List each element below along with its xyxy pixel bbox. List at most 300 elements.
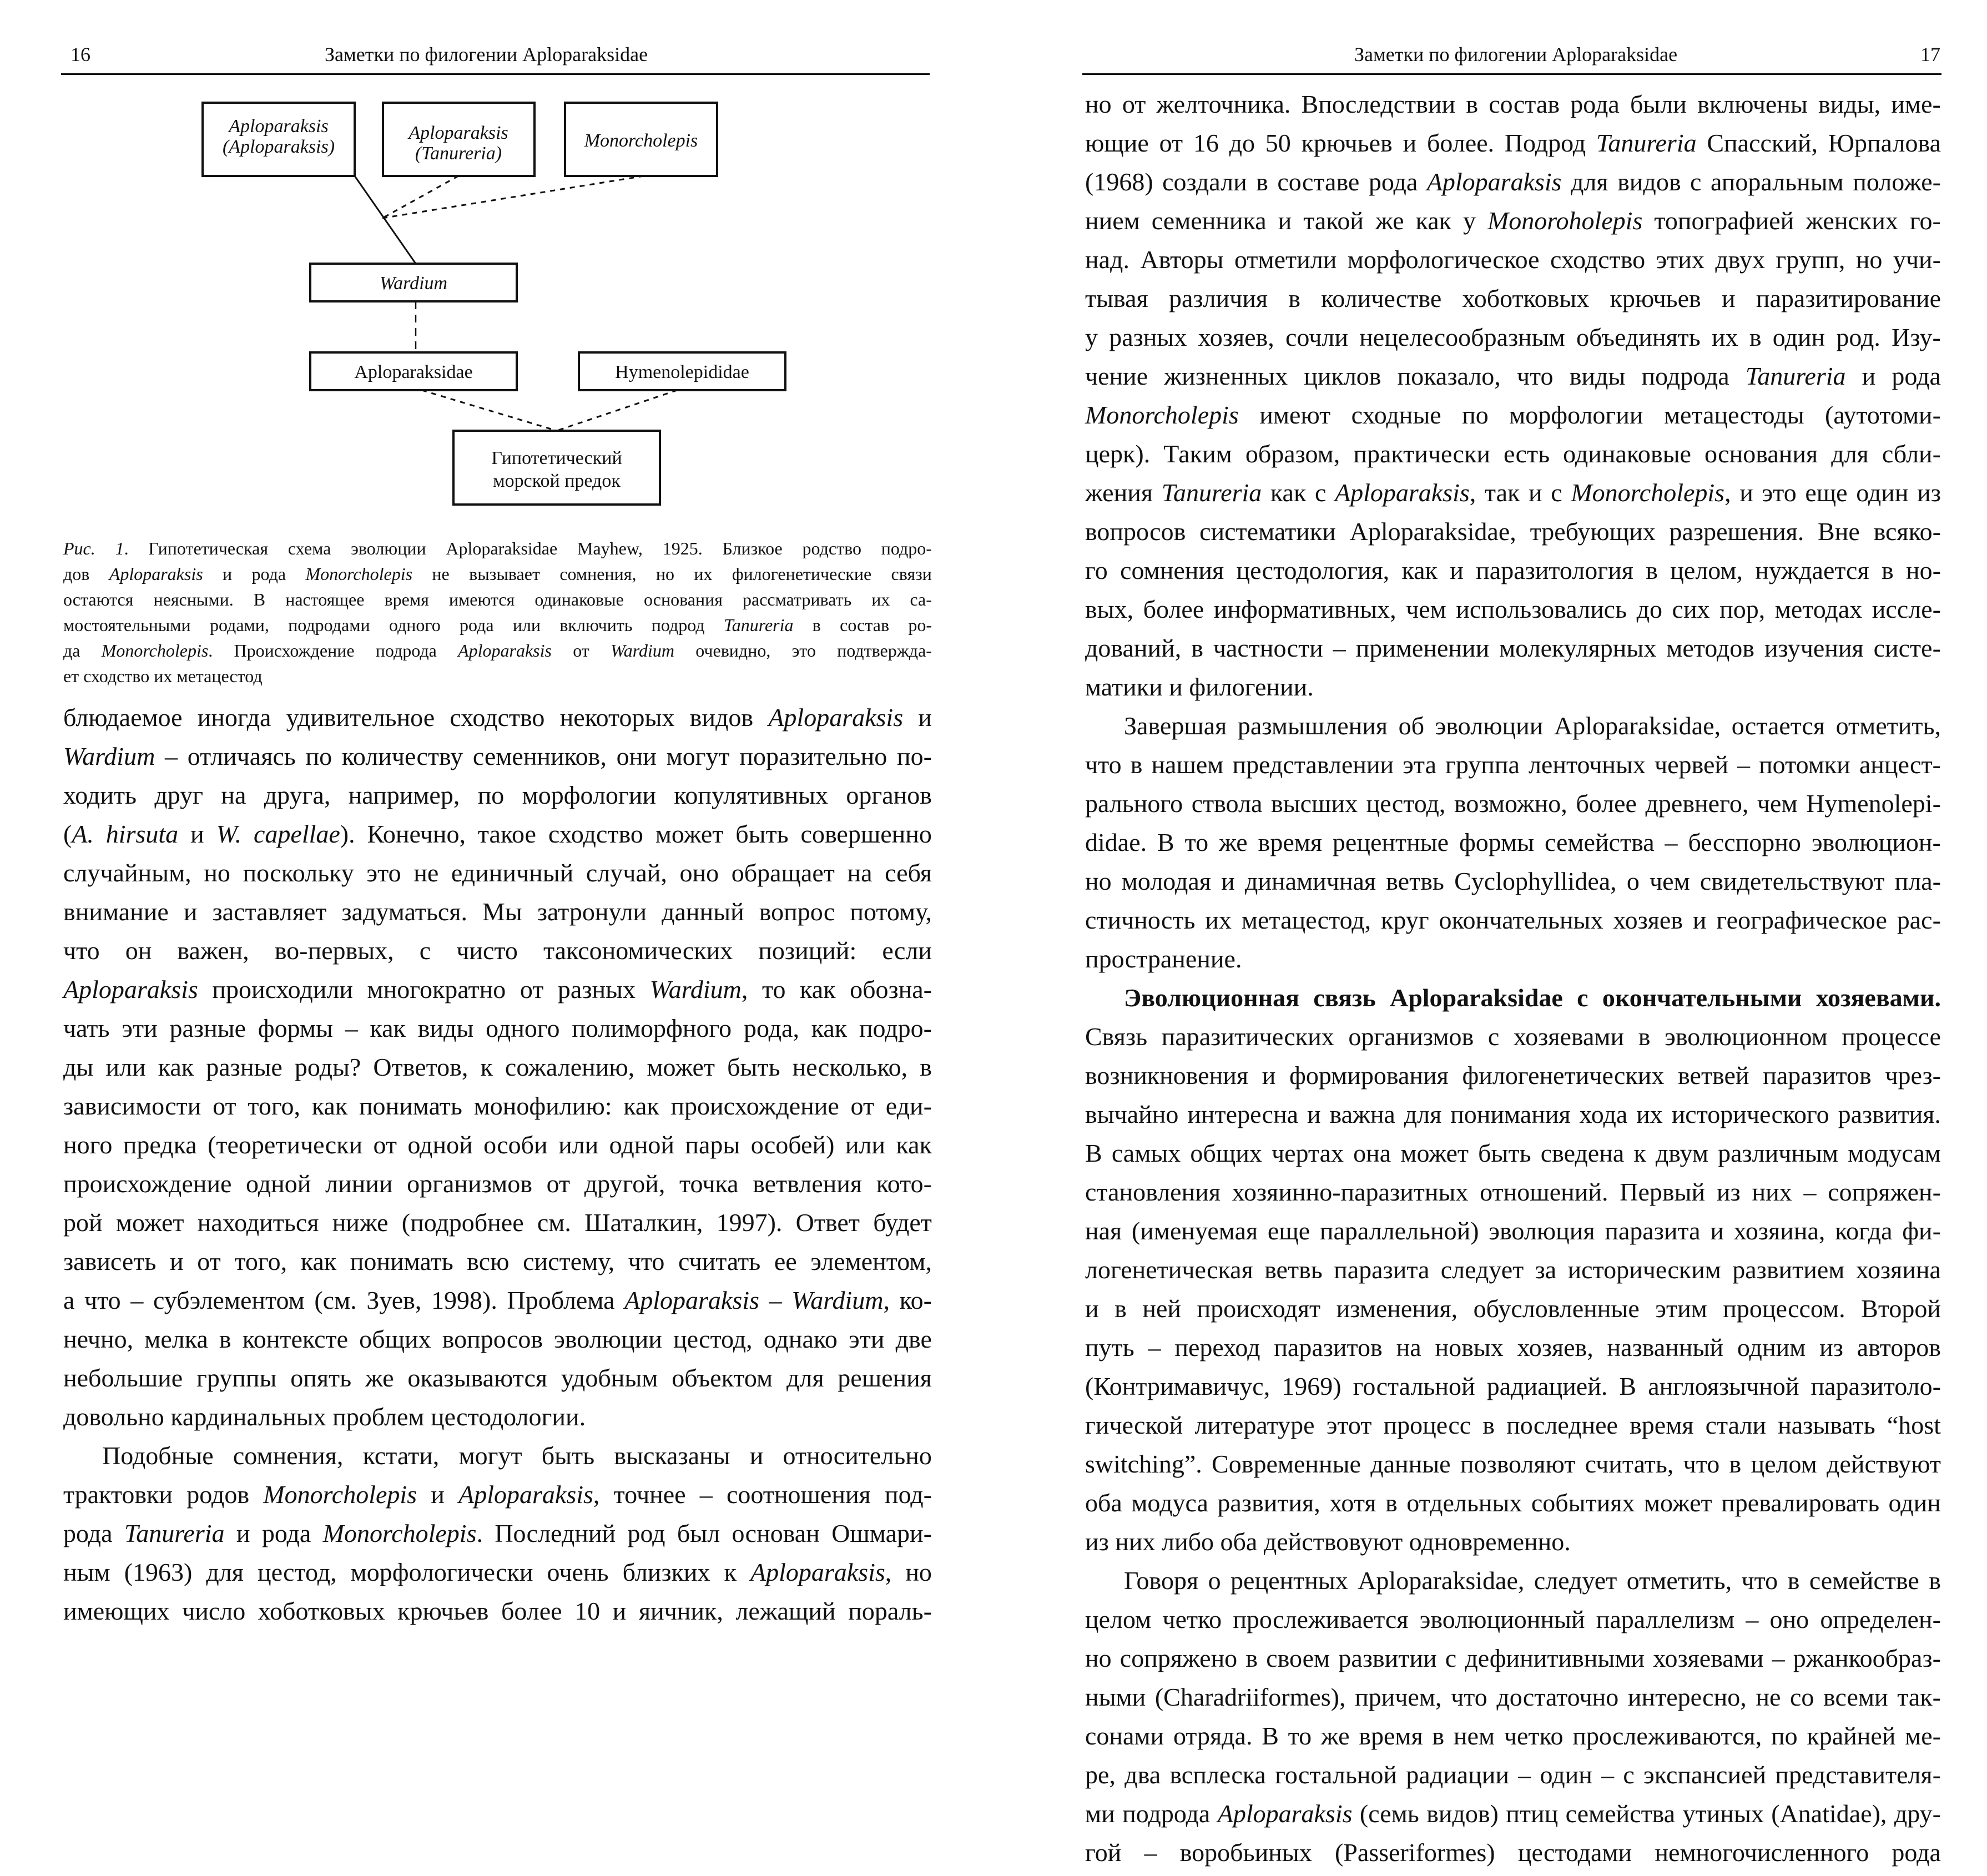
text-span: превалировать	[1721, 1489, 1880, 1517]
text-span: .	[208, 641, 213, 660]
word	[420, 935, 431, 974]
word	[1644, 1487, 1712, 1526]
text-span: различия	[1168, 284, 1268, 312]
text-span: –	[1746, 1605, 1759, 1633]
word	[1302, 128, 1393, 167]
text-span: формы	[258, 1014, 333, 1042]
word	[1872, 594, 1941, 633]
text-span: цестод,	[257, 1558, 337, 1586]
text-span: некоторых	[559, 703, 675, 732]
text-span: ,	[741, 975, 748, 1003]
word	[1762, 477, 1796, 516]
italic-text: Aploparaksis	[63, 975, 198, 1003]
text-span: чение	[1085, 362, 1148, 390]
word	[407, 1168, 532, 1207]
word	[486, 1013, 559, 1052]
text-span: еще	[1267, 1217, 1310, 1245]
word	[848, 1596, 932, 1635]
word	[1670, 516, 1804, 555]
word	[1755, 555, 1869, 594]
word	[1577, 982, 1588, 1021]
word	[1124, 1565, 1198, 1604]
text-span: новых	[1435, 1333, 1504, 1361]
text-span: важен,	[177, 936, 249, 965]
word	[1751, 1449, 1817, 1487]
word	[1771, 1721, 1798, 1759]
text-span: разрешения.	[1669, 517, 1804, 546]
text-span: филогенетические	[732, 564, 872, 584]
text-span: В	[1157, 828, 1174, 856]
text-span: Говоря	[1124, 1566, 1199, 1595]
text-span: “host	[1887, 1411, 1941, 1439]
text-span: эволюции	[554, 1325, 662, 1353]
text-span: эволюцион-	[1811, 828, 1941, 856]
text-span: рода	[1892, 1838, 1941, 1867]
word	[63, 896, 169, 935]
text-line	[1085, 710, 1941, 749]
text-span: высших	[1270, 789, 1358, 818]
word	[559, 563, 636, 588]
word	[458, 1479, 599, 1518]
word	[1540, 1759, 1592, 1798]
word	[258, 1596, 385, 1635]
word	[1505, 128, 1586, 167]
word	[446, 537, 557, 563]
text-line	[63, 1363, 932, 1401]
text-span: видов	[1617, 168, 1681, 196]
text-span: от	[373, 1131, 397, 1159]
word	[1085, 1798, 1115, 1837]
word	[1163, 438, 1232, 477]
text-span: высказаны	[614, 1441, 730, 1470]
text-line	[1085, 1177, 1941, 1216]
text-span: отметили	[1234, 245, 1337, 274]
italic-text: W.	[216, 820, 242, 848]
text-span: процессом.	[1723, 1294, 1845, 1323]
word	[1518, 1837, 1632, 1876]
word	[1085, 1410, 1183, 1449]
text-span: в	[1729, 1450, 1742, 1478]
text-span: полиморфного	[572, 1014, 732, 1042]
word	[850, 896, 932, 935]
word	[791, 1285, 890, 1324]
text-span: названный	[1607, 1333, 1724, 1361]
word	[1289, 1060, 1449, 1099]
word	[1619, 1371, 1636, 1410]
word	[373, 1052, 468, 1091]
text-span: виды	[417, 1014, 474, 1042]
text-span: двум	[1655, 1139, 1708, 1167]
word	[397, 1596, 488, 1635]
text-span: так	[1484, 478, 1520, 507]
text-span: своем	[1266, 1644, 1330, 1672]
word	[305, 563, 412, 588]
word	[1517, 1332, 1593, 1371]
word	[109, 563, 203, 588]
text-span: действуют	[1827, 1450, 1941, 1478]
text-span: со	[1789, 1683, 1814, 1711]
word	[198, 1207, 319, 1246]
word	[1585, 1449, 1674, 1487]
text-span: но	[1085, 1644, 1112, 1672]
text-span: для	[1404, 1100, 1442, 1128]
word	[295, 1052, 361, 1091]
word	[1085, 361, 1148, 400]
text-line	[63, 1285, 932, 1324]
word	[723, 537, 783, 563]
text-line	[1085, 672, 1941, 710]
word	[1406, 594, 1446, 633]
word	[1085, 1721, 1164, 1759]
text-span: этим	[1655, 1294, 1707, 1323]
word	[1262, 1060, 1276, 1099]
text-span: две	[895, 1325, 932, 1353]
word	[1157, 827, 1174, 866]
text-span: 16	[1193, 129, 1219, 157]
text-span: жения	[1085, 478, 1153, 507]
text-span: об	[1398, 712, 1425, 740]
text-line	[1085, 1487, 1941, 1526]
word	[153, 588, 233, 614]
text-span: представлении	[1232, 750, 1394, 779]
text-span: подтвержда-	[837, 641, 932, 660]
word	[63, 614, 191, 639]
word	[1509, 400, 1643, 438]
text-span: происхождение	[63, 1169, 232, 1198]
word	[1859, 749, 1941, 788]
text-span: задуматься.	[341, 897, 467, 926]
text-span: дований,	[1085, 634, 1182, 662]
text-line	[1085, 982, 1941, 1021]
word	[1454, 866, 1617, 905]
text-span: имеют	[1259, 401, 1331, 429]
text-line	[63, 1440, 932, 1479]
word	[846, 780, 932, 819]
word	[105, 1052, 145, 1091]
word	[873, 1207, 932, 1246]
text-span: что	[1451, 1683, 1487, 1711]
word	[1238, 710, 1388, 749]
text-span: такое	[477, 820, 536, 848]
text-span: но	[204, 859, 230, 887]
word	[793, 1052, 907, 1091]
word	[679, 1168, 739, 1207]
word	[234, 639, 355, 665]
word	[407, 1129, 472, 1168]
text-span: копулятивных	[674, 781, 829, 809]
text-span: червей	[1654, 750, 1728, 779]
text-span: оба	[1085, 1489, 1122, 1517]
text-span: и	[749, 1441, 764, 1470]
word	[449, 588, 515, 614]
word	[1338, 1643, 1436, 1682]
word	[432, 563, 449, 588]
word	[848, 858, 873, 896]
text-span: одной	[407, 1131, 473, 1159]
text-span: историческим	[1567, 1255, 1721, 1284]
text-span: нием	[1085, 206, 1140, 235]
text-span: показало,	[1397, 362, 1501, 390]
text-span: церк).	[1085, 440, 1151, 468]
text-span: развитии	[1338, 1644, 1437, 1672]
text-span: фи-	[1902, 1217, 1941, 1245]
word	[1398, 361, 1501, 400]
text-span: быть	[541, 1441, 595, 1470]
text-span: размышления	[1237, 712, 1388, 740]
text-span: немногочисленного	[1655, 1838, 1869, 1867]
text-line	[1085, 905, 1941, 944]
word	[1478, 1138, 1531, 1177]
text-line	[63, 819, 932, 858]
text-span: могут	[666, 742, 730, 770]
text-span: себя	[885, 859, 932, 887]
text-span: формы	[1459, 828, 1535, 856]
word	[1771, 1798, 1887, 1837]
text-span: чертах	[1271, 1139, 1344, 1167]
word	[144, 1324, 208, 1363]
text-line	[1085, 1138, 1941, 1177]
text-span: –	[1665, 828, 1678, 856]
text-span: о	[1626, 867, 1640, 895]
word	[258, 1557, 337, 1596]
text-span: в	[1130, 750, 1143, 779]
text-span: Близкое	[722, 538, 783, 558]
text-line	[63, 1013, 932, 1052]
word	[312, 1091, 347, 1129]
text-span: паразита	[1334, 1255, 1430, 1284]
word	[1085, 167, 1153, 205]
word	[1256, 167, 1268, 205]
word	[522, 780, 656, 819]
word	[1360, 1798, 1419, 1837]
text-span: –	[165, 742, 178, 770]
word	[801, 819, 932, 858]
text-span: чем	[1757, 789, 1798, 818]
text-span: и	[612, 1597, 627, 1625]
word	[186, 1479, 249, 1518]
word	[1403, 749, 1436, 788]
word	[1085, 1682, 1146, 1721]
text-span: один	[1540, 1761, 1592, 1789]
text-span: позволяют	[1460, 1450, 1576, 1478]
text-span: основания	[1704, 440, 1818, 468]
word	[1302, 89, 1456, 128]
text-span: вопросов	[1085, 517, 1186, 546]
text-span: еще	[1805, 478, 1848, 507]
text-line	[63, 1557, 932, 1596]
text-span: параллельной)	[1319, 1217, 1479, 1245]
word	[285, 588, 364, 614]
word	[1820, 1604, 1941, 1643]
text-span: более.	[1426, 129, 1495, 157]
word	[1763, 1060, 1871, 1099]
word	[1416, 205, 1451, 244]
word	[670, 1091, 839, 1129]
text-span: стали	[1705, 1411, 1767, 1439]
word	[1462, 1060, 1665, 1099]
word	[63, 858, 191, 896]
text-span: сведена	[1540, 1139, 1625, 1167]
italic-text: Aploparaksis	[750, 1558, 885, 1586]
text-span: с	[1551, 478, 1562, 507]
word	[1711, 167, 1844, 205]
text-span: к	[724, 1558, 737, 1586]
word	[1545, 827, 1655, 866]
text-span: очень	[547, 1558, 609, 1586]
text-span: есть	[1504, 440, 1550, 468]
node-label: морской предок	[493, 471, 621, 491]
word	[1232, 749, 1394, 788]
text-span: общих	[1190, 1139, 1262, 1167]
word	[1656, 1138, 1708, 1177]
word	[1085, 1216, 1122, 1254]
text-span: и	[1692, 906, 1707, 934]
word	[1655, 749, 1728, 788]
word	[1857, 1332, 1941, 1371]
word	[1772, 1643, 1785, 1682]
word	[1212, 1449, 1361, 1487]
word	[1541, 1138, 1625, 1177]
word	[1892, 322, 1941, 361]
word	[1234, 244, 1337, 283]
word	[1690, 167, 1701, 205]
word	[1321, 283, 1441, 322]
text-span: же	[1219, 828, 1248, 856]
text-line	[63, 741, 932, 780]
word	[1636, 1099, 1663, 1138]
text-span: ным	[63, 1558, 110, 1586]
text-span: и	[1307, 1100, 1321, 1128]
text-span: же	[1375, 206, 1404, 235]
text-span: от	[1122, 90, 1146, 118]
text-span: подрода	[1641, 362, 1729, 390]
text-span: логенетическая	[1085, 1255, 1253, 1284]
text-span: вых,	[1085, 595, 1134, 623]
text-span: состав	[1489, 90, 1560, 118]
text-span: интересна	[1187, 1100, 1299, 1128]
text-span: мостоятельными	[63, 615, 191, 635]
text-span: ющие	[1085, 129, 1149, 157]
word	[1806, 205, 1898, 244]
word	[1535, 1254, 1557, 1293]
text-span: от	[520, 975, 544, 1003]
text-span: одной	[609, 1131, 674, 1159]
word	[130, 1285, 143, 1324]
text-span: род.	[1836, 323, 1880, 351]
text-span: тывая	[1085, 284, 1148, 312]
word	[223, 563, 232, 588]
text-span: жизненных	[1164, 362, 1288, 390]
text-span: с	[1623, 1761, 1635, 1789]
text-span: родами,	[209, 615, 269, 635]
text-span: могут	[458, 1441, 522, 1470]
word	[1173, 1721, 1253, 1759]
text-span: друга,	[264, 781, 331, 809]
text-span: сходство	[1550, 245, 1646, 274]
word	[1717, 1177, 1741, 1216]
text-span: включить	[559, 615, 633, 635]
text-span: чать	[63, 1014, 110, 1042]
word	[1232, 1177, 1469, 1216]
text-span: путь	[1085, 1333, 1134, 1361]
word	[1655, 1293, 1707, 1332]
text-span: понимать	[359, 1092, 462, 1120]
word	[254, 588, 265, 614]
word	[1199, 516, 1336, 555]
word	[115, 537, 129, 563]
text-span: didae.	[1085, 828, 1147, 856]
text-span: два	[1124, 1761, 1161, 1789]
word	[1439, 905, 1603, 944]
word	[342, 741, 463, 780]
text-span: вопрос	[759, 897, 835, 926]
word	[1169, 1759, 1266, 1798]
text-span: остаются	[63, 589, 134, 609]
text-line	[1085, 555, 1941, 594]
edge-aplo-aplo-to-wardium	[355, 176, 416, 264]
text-span: рой	[63, 1208, 103, 1237]
word	[727, 1479, 871, 1518]
text-span: Авторы	[1140, 245, 1224, 274]
word	[1214, 594, 1396, 633]
italic-text: Tanureria	[723, 615, 794, 635]
text-span: для	[786, 1364, 824, 1392]
text-span: ,	[883, 1286, 890, 1314]
text-span: дефинитивными	[1465, 1644, 1645, 1672]
text-span: (	[63, 820, 72, 848]
word	[365, 1363, 394, 1401]
word	[1185, 827, 1209, 866]
text-span: мелка	[144, 1325, 208, 1353]
word	[234, 1246, 287, 1285]
word	[431, 1479, 445, 1518]
text-span: заставляет	[212, 897, 327, 926]
text-span: таксономических	[543, 936, 733, 965]
word	[1085, 438, 1150, 477]
word	[1162, 167, 1247, 205]
word	[1627, 866, 1640, 905]
word	[483, 1129, 548, 1168]
text-line	[63, 1207, 932, 1246]
text-span: до	[1636, 595, 1663, 623]
text-span: виды	[1569, 362, 1626, 390]
word	[63, 1168, 231, 1207]
text-span: в	[1482, 1411, 1495, 1439]
italic-text: Monorcholepis	[101, 641, 209, 660]
word	[1683, 1449, 1720, 1487]
word	[1531, 1487, 1635, 1526]
word	[1805, 477, 1847, 516]
text-span: разных	[1109, 323, 1187, 351]
text-span: видов)	[1426, 1799, 1499, 1828]
word	[106, 819, 178, 858]
word	[908, 614, 932, 639]
word	[663, 537, 703, 563]
text-span: семенников,	[472, 742, 607, 770]
text-span: хода	[1579, 1100, 1628, 1128]
word	[850, 974, 932, 1013]
word	[1856, 1254, 1941, 1293]
text-span: 1925.	[662, 538, 703, 558]
text-span: оно	[1769, 1605, 1809, 1633]
text-span: одинаковые	[534, 589, 624, 609]
word	[690, 702, 753, 741]
word	[735, 819, 788, 858]
text-line	[63, 974, 932, 1013]
word	[1274, 1332, 1382, 1371]
word	[897, 741, 932, 780]
text-span: но	[1855, 245, 1883, 274]
